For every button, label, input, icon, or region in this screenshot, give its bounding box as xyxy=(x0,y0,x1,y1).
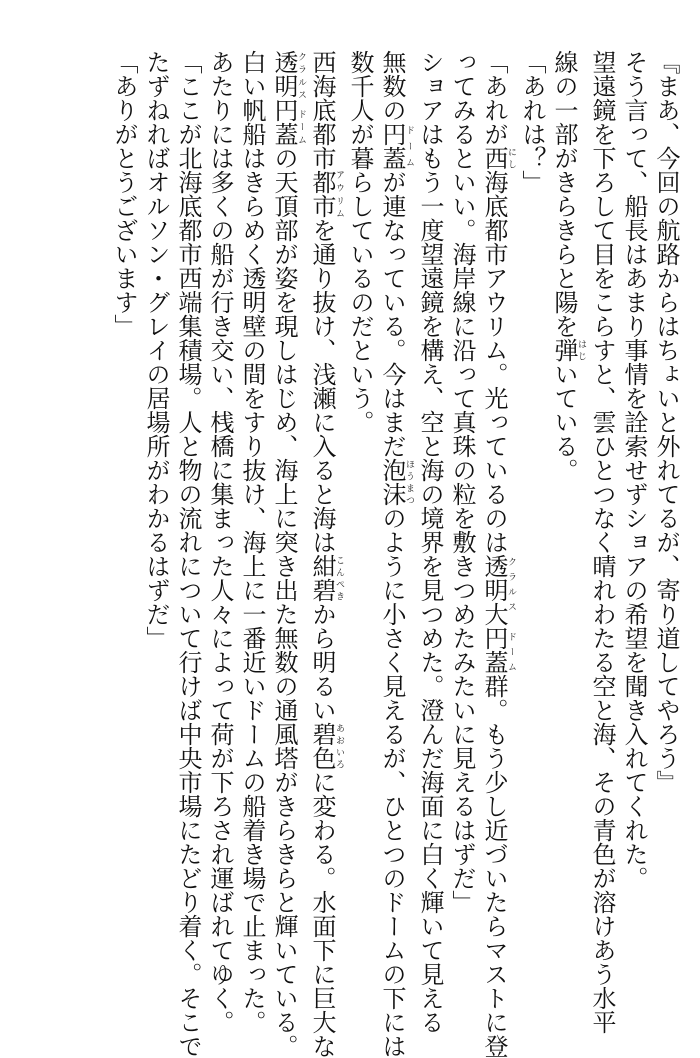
text-line: 「ありがとうございます」 xyxy=(110,50,138,338)
text-segment: 西海底都市 xyxy=(308,50,336,170)
text-segment: に変わる。水面下に巨大な xyxy=(308,770,336,1058)
text-line: 白い帆船はきらめく透明壁の間をすり抜け、海上に一番近いドームの船着き場で止まった。 xyxy=(238,50,266,1034)
text-line: あたりには多くの船が行き交い、桟橋に集まった人々によって荷が下ろされ運ばれてゆく。 xyxy=(206,50,234,1034)
ruby-word xyxy=(378,122,414,170)
text-line: 数千人が暮らしているのだという。 xyxy=(346,50,374,434)
text-line: 『まあ、今回の航路からはちょいと外れてるが、寄り道してやろう』 xyxy=(652,50,680,794)
text-line: ってみるといい。海岸線に沿って真珠の粒を敷きつめたみたいに見えるはずだ」 xyxy=(448,50,476,914)
ruby-word xyxy=(480,554,516,674)
text-line: 望遠鏡を下ろして目をこらすと、雲ひとつなく晴れわたる空と海、その青色が溶けあう水平 xyxy=(588,50,616,1034)
text-line xyxy=(478,50,516,1058)
text-segment: から明るい xyxy=(308,602,336,722)
ruby-reading: クラルス ドーム xyxy=(296,50,306,146)
ruby-base: 弾 xyxy=(550,338,578,362)
ruby-reading: ほうまつ xyxy=(404,458,414,506)
ruby-word xyxy=(480,146,516,170)
ruby-reading: クラルス ドーム xyxy=(506,554,516,674)
text-segment: いている。 xyxy=(550,362,578,482)
ruby-word xyxy=(270,50,306,146)
ruby-reading: にし xyxy=(506,146,516,170)
text-line: たずねればオルソン・グレイの居場所がわかるはずだ」 xyxy=(142,50,170,650)
text-segment: 無数の xyxy=(378,50,406,122)
ruby-base: 碧色 xyxy=(308,722,336,770)
text-line xyxy=(548,50,586,985)
ruby-base: 紺碧 xyxy=(308,554,336,602)
ruby-word xyxy=(550,338,586,362)
text-line xyxy=(268,50,306,1058)
text-segment: が連なっている。今はまだ xyxy=(378,170,406,458)
ruby-word xyxy=(308,554,344,602)
text-segment: を通り抜け、浅瀬に入ると海は xyxy=(308,218,336,554)
ruby-base: 透明円蓋 xyxy=(270,50,298,146)
ruby-reading: あおいろ xyxy=(334,722,344,770)
text-segment: 線の一部がきらきらと陽を xyxy=(550,50,578,338)
text-line xyxy=(306,50,344,1058)
ruby-word xyxy=(378,458,414,506)
ruby-reading: こんぺき xyxy=(334,554,344,602)
ruby-word xyxy=(308,170,344,218)
text-line: 「ここが北海底都市西端集積場。人と物の流れについて行けば中央市場にたどり着く。そこで xyxy=(174,50,202,1058)
text-segment: 海底都市アウリム。光っているのは xyxy=(480,170,508,554)
text-line: 「あれは？」 xyxy=(518,50,546,194)
ruby-base: 円蓋 xyxy=(378,122,406,170)
text-line: ショアはもう一度望遠鏡を構え、空と海の境界を見つめた。澄んだ海面に白く輝いて見える xyxy=(416,50,444,1034)
text-segment: のように小さく見えるが、ひとつのドームの下には xyxy=(378,506,406,1058)
ruby-base: 都市 xyxy=(308,170,336,218)
ruby-base: 西 xyxy=(480,146,508,170)
text-segment: 「あれが xyxy=(480,50,508,146)
text-line: そう言って、船長はあまり事情を詮索せずショアの希望を聞き入れてくれた。 xyxy=(620,50,648,890)
ruby-reading: ドーム xyxy=(404,122,414,170)
ruby-base: 泡沫 xyxy=(378,458,406,506)
vertical-text-body xyxy=(108,50,682,1058)
ruby-base: 透明大円蓋 xyxy=(480,554,508,674)
text-line xyxy=(376,50,414,1058)
ruby-reading: はじ xyxy=(576,338,586,362)
text-segment: の天頂部が姿を現しはじめ、海上に突き出た無数の通風塔がきらきらと輝いている。 xyxy=(270,146,298,1058)
ruby-word xyxy=(308,722,344,770)
ruby-reading: ア ウ リ ム xyxy=(334,170,344,218)
text-segment: 群。もう少し近づいたらマストに登 xyxy=(480,674,508,1058)
